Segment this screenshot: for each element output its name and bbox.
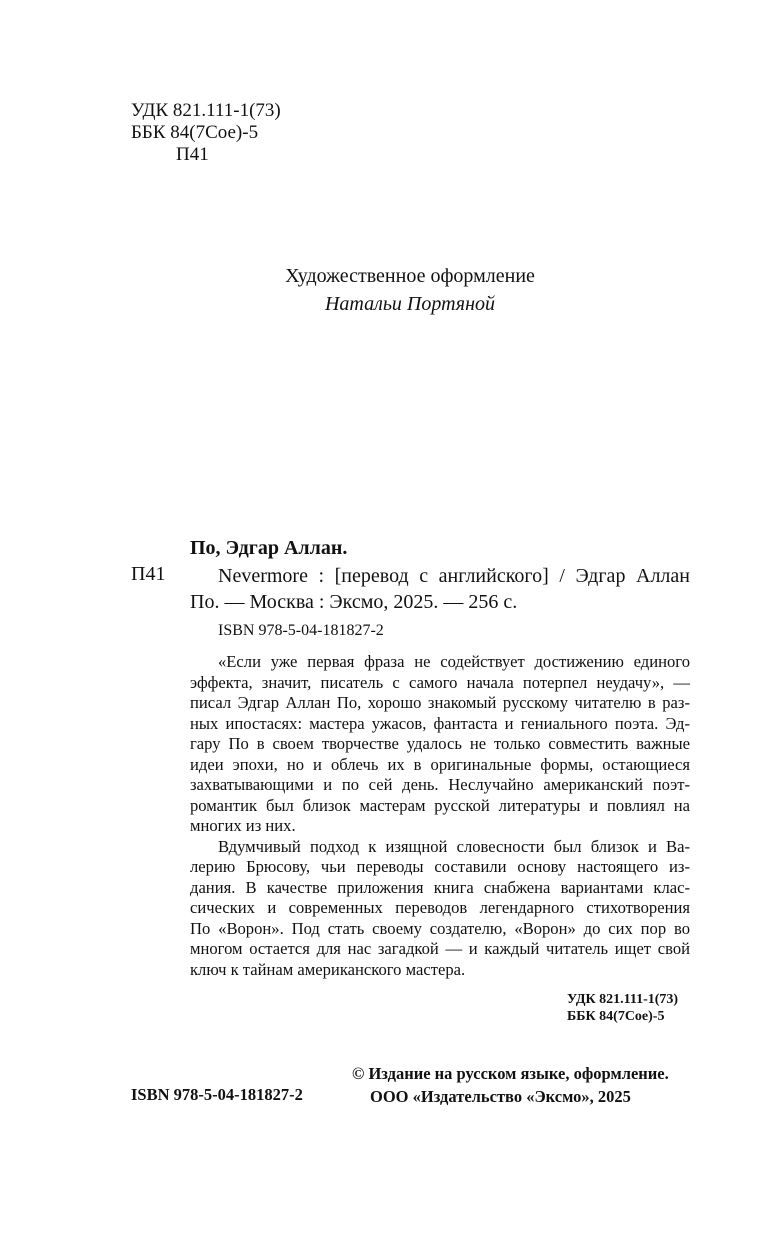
- catalog-title: [190, 563, 690, 615]
- design-credit: [200, 262, 620, 318]
- annotation-codes: [567, 991, 678, 1025]
- annotation-line: ных ипостасях: мастера ужасов, фантаста и гениального поэта. Эд-: [190, 713, 690, 733]
- annotation-paragraph-1: [190, 652, 690, 837]
- footer-isbn: ISBN 978-5-04-181827-2: [131, 1085, 303, 1104]
- udk-code-small: УДК 821.111-1(73): [567, 992, 679, 1007]
- catalog-title-line2: По. — Москва : Эксмо, 2025. — 256 с.: [190, 591, 518, 613]
- annotation-line: Вдумчивый подход к изящной словесности был близок и Ва-: [218, 836, 690, 856]
- catalog-title-line1: Nevermore : [перевод с английского] / Эдгар Аллан: [218, 565, 690, 587]
- annotation-line: лерию Брюсову, чьи переводы составили основу настоящего из-: [190, 857, 690, 876]
- annotation-paragraph-2: [190, 837, 690, 981]
- annotation-line: захватывающими и по сей день. Неслучайно американский поэт-: [190, 775, 690, 794]
- annotation-line: сических и современных переводов легендарного стихотворения: [190, 898, 690, 917]
- catalog-author: По, Эдгар Аллан.: [190, 537, 348, 559]
- classification-codes: [131, 100, 281, 166]
- annotation-line: многих из них.: [190, 816, 296, 835]
- catalog-isbn: ISBN 978-5-04-181827-2: [218, 622, 384, 639]
- copyright-line2: ООО «Издательство «Эксмо», 2025: [370, 1087, 631, 1106]
- annotation-line: По «Ворон». Под стать своему создателю, «Ворон» до сих пор во: [190, 918, 690, 938]
- annotation-line: дания. В качестве приложения книга снабжена вариантами клас-: [190, 877, 690, 897]
- annotation: [190, 652, 690, 980]
- bbk-code-small: ББК 84(7Сое)-5: [567, 1009, 665, 1024]
- annotation-line: ключ к тайнам американского мастера.: [190, 959, 466, 979]
- annotation-line: идеи эпохи, но и облечь их в оригинальные формы, остающиеся: [190, 754, 690, 774]
- catalog-author-mark: П41: [131, 563, 166, 585]
- annotation-line: романтик был близок мастерам русской литературы и повлиял на: [190, 795, 690, 815]
- designer-name: Натальи Портяной: [324, 293, 496, 315]
- annotation-line: гару По в своем творчестве удалось не только совместить важные: [190, 734, 690, 753]
- annotation-line: «Если уже первая фраза не содействует достижению единого: [218, 652, 690, 671]
- bbk-code: ББК 84(7Сое)-5: [131, 122, 259, 143]
- annotation-line: эффекта, значит, писатель с самого начала потерпел неудачу», —: [190, 672, 690, 692]
- annotation-line: писал Эдгар Аллан По, хорошо знакомый русскому читателю в раз-: [190, 693, 690, 712]
- copyright-line1: © Издание на русском языке, оформление.: [352, 1064, 669, 1083]
- design-label: Художественное оформление: [285, 265, 535, 287]
- author-mark: П41: [176, 144, 209, 165]
- copyright: [352, 1062, 669, 1108]
- udk-code: УДК 821.111-1(73): [131, 100, 281, 121]
- annotation-line: многом остается для нас загадкой — и каждый читатель ищет свой: [190, 939, 690, 958]
